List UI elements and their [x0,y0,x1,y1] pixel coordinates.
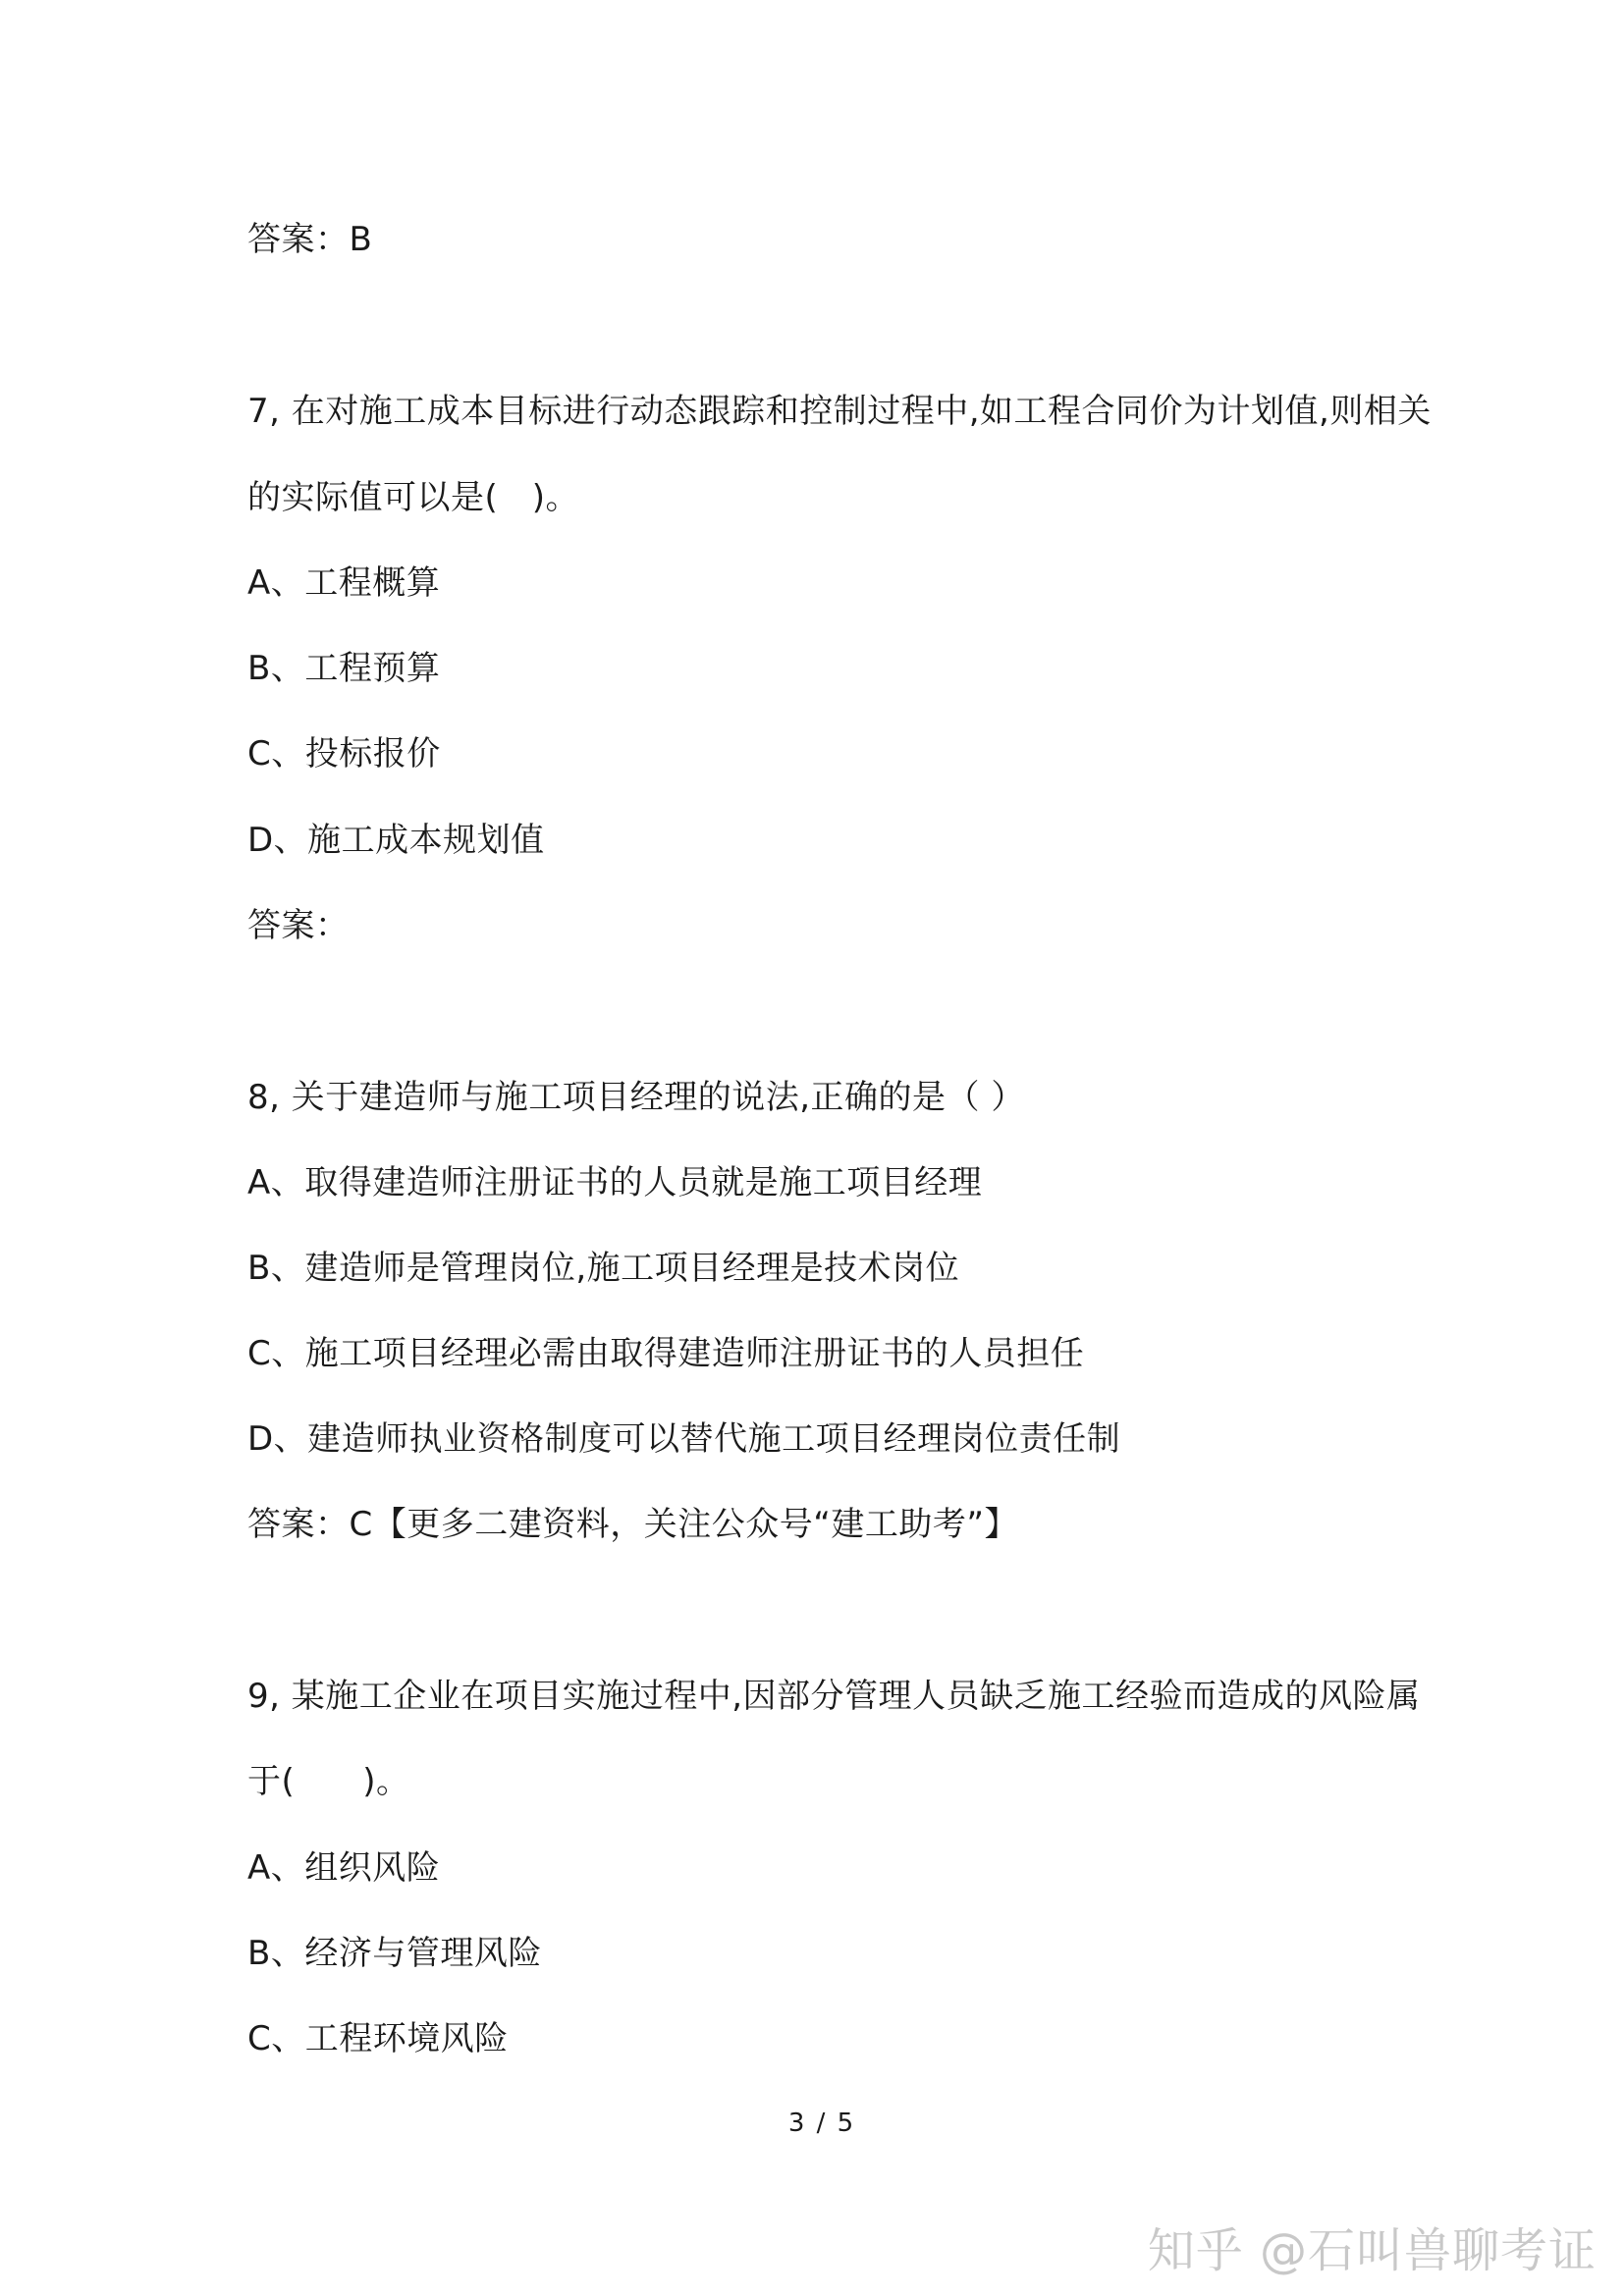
question-7-option-c: C、投标报价 [247,734,441,774]
question-9-option-b: B、经济与管理风险 [247,1934,542,1973]
question-9-line-2: 于( )。 [247,1762,410,1801]
zhihu-watermark: 知乎 @石叫兽聊考证 [1147,2223,1597,2278]
question-8-option-d: D、建造师执业资格制度可以替代施工项目经理岗位责任制 [247,1419,1121,1459]
question-7-option-a: A、工程概算 [247,563,441,603]
question-9-line-1: 9, 某施工企业在项目实施过程中,因部分管理人员缺乏施工经验而造成的风险属 [247,1677,1421,1716]
question-8: 8, 关于建造师与施工项目经理的说法,正确的是（ ） [247,1078,1025,1117]
question-8-option-c: C、施工项目经理必需由取得建造师注册证书的人员担任 [247,1334,1085,1373]
answer-8: 答案：C【更多二建资料，关注公众号“建工助考”】 [247,1505,1018,1544]
question-8-option-a: A、取得建造师注册证书的人员就是施工项目经理 [247,1163,983,1202]
answer-7: 答案： [247,906,350,945]
question-8-option-b: B、建造师是管理岗位,施工项目经理是技术岗位 [247,1249,960,1288]
question-7-option-d: D、施工成本规划值 [247,821,545,860]
question-7-line-2: 的实际值可以是( )。 [247,478,580,517]
question-9-option-a: A、组织风险 [247,1848,441,1888]
answer-6: 答案：B [247,220,373,259]
question-9-option-c: C、工程环境风险 [247,2019,509,2058]
question-7-option-b: B、工程预算 [247,649,441,688]
page-number: 3 / 5 [787,2109,856,2138]
question-7-line-1: 7, 在对施工成本目标进行动态跟踪和控制过程中,如工程合同价为计划值,则相关 [247,392,1432,431]
